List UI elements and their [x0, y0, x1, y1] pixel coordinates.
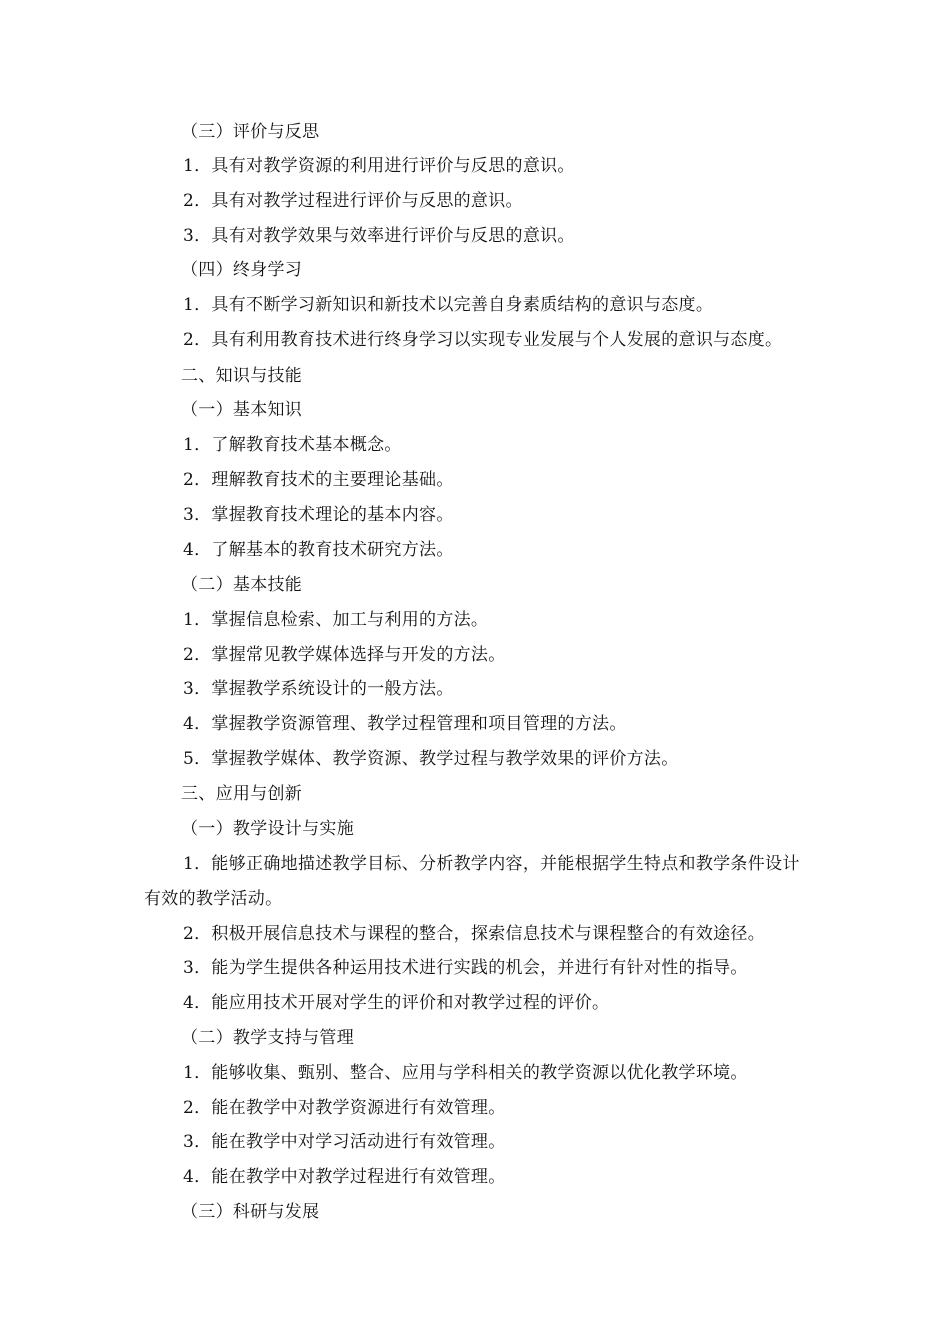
list-item: 2．具有利用教育技术进行终身学习以实现专业发展与个人发展的意识与态度。	[183, 330, 783, 350]
subsection-heading: （一）教学设计与实施	[181, 819, 354, 839]
section-heading: 二、知识与技能	[181, 366, 303, 386]
list-item: 2．理解教育技术的主要理论基础。	[183, 470, 454, 490]
list-item: 2．积极开展信息技术与课程的整合，探索信息技术与课程整合的有效途径。	[183, 924, 766, 944]
list-item: 1．掌握信息检索、加工与利用的方法。	[183, 610, 489, 630]
list-item: 4．能应用技术开展对学生的评价和对教学过程的评价。	[183, 993, 610, 1013]
subsection-heading: （三）科研与发展	[181, 1202, 320, 1222]
subsection-heading: （三）评价与反思	[181, 122, 320, 142]
list-item: 1．了解教育技术基本概念。	[183, 435, 402, 455]
list-item: 3．具有对教学效果与效率进行评价与反思的意识。	[183, 226, 575, 246]
list-item: 2．能在教学中对教学资源进行有效管理。	[183, 1098, 506, 1118]
list-item-wrapped: 1．能够正确地描述教学目标、分析教学内容，并能根据学生特点和教学条件设计有效的教学活动。	[144, 854, 800, 909]
list-item: 2．具有对教学过程进行评价与反思的意识。	[183, 191, 523, 211]
list-item: 1．能够收集、甄别、整合、应用与学科相关的教学资源以优化教学环境。	[183, 1063, 748, 1083]
list-item: 3．能在教学中对学习活动进行有效管理。	[183, 1132, 506, 1152]
subsection-heading: （二）教学支持与管理	[181, 1028, 354, 1048]
list-item: 4．能在教学中对教学过程进行有效管理。	[183, 1167, 506, 1187]
subsection-heading: （二）基本技能	[181, 575, 303, 595]
list-item: 4．掌握教学资源管理、教学过程管理和项目管理的方法。	[183, 714, 627, 734]
list-item: 4．了解基本的教育技术研究方法。	[183, 540, 454, 560]
subsection-heading: （四）终身学习	[181, 260, 303, 280]
list-item: 5．掌握教学媒体、教学资源、教学过程与教学效果的评价方法。	[183, 749, 679, 769]
list-item: 3．掌握教育技术理论的基本内容。	[183, 505, 454, 525]
list-item: 3．能为学生提供各种运用技术进行实践的机会，并进行有针对性的指导。	[183, 958, 748, 978]
subsection-heading: （一）基本知识	[181, 400, 303, 420]
section-heading: 三、应用与创新	[181, 784, 303, 804]
list-item: 3．掌握教学系统设计的一般方法。	[183, 679, 454, 699]
list-item: 1．具有对教学资源的利用进行评价与反思的意识。	[183, 156, 575, 176]
list-item: 1．具有不断学习新知识和新技术以完善自身素质结构的意识与态度。	[183, 295, 714, 315]
list-item: 2．掌握常见教学媒体选择与开发的方法。	[183, 645, 506, 665]
